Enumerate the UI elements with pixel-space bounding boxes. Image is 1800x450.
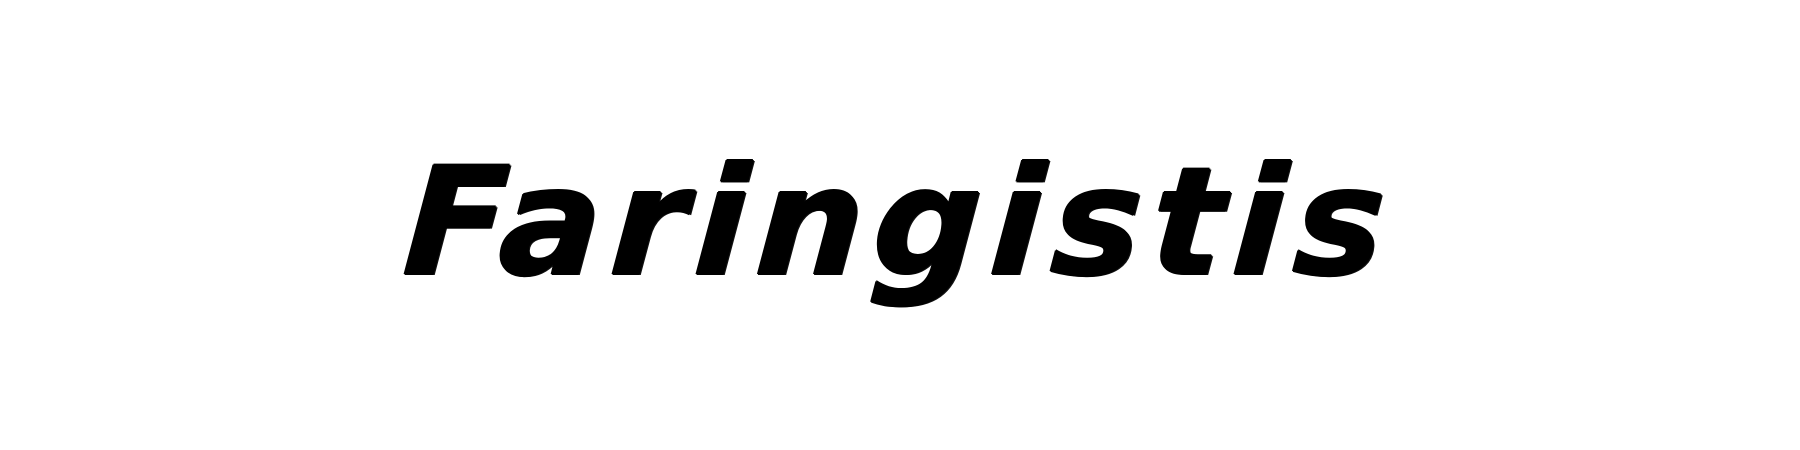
brush-lettered-word: Faringistis — [399, 136, 1401, 310]
